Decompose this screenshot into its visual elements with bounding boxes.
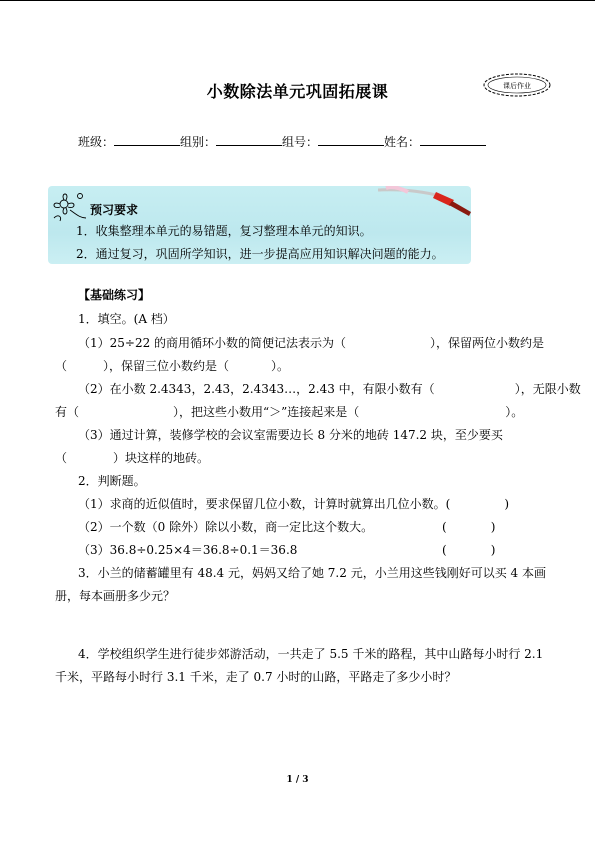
q1-part2-text-b: ），无限小数 xyxy=(514,382,581,396)
group-field[interactable] xyxy=(216,133,282,146)
q1-heading: 1．填空。(A 档） xyxy=(78,312,175,326)
q1-part2-text-a: （2）在小数 2.4343，2.43，2.4343…，2.43 中，有限小数有（ xyxy=(78,382,435,396)
q1-part2-line2 xyxy=(55,405,523,419)
group-no-field[interactable] xyxy=(318,133,384,146)
preview-requirements-box xyxy=(48,186,471,264)
group-no-label: 组号： xyxy=(282,135,319,149)
section-title: 【基础练习】 xyxy=(78,288,151,302)
q2-answer-3-open: ( xyxy=(442,543,447,557)
page-title: 小数除法单元巩固拓展课 xyxy=(206,82,389,101)
preview-item-2: 2．通过复习，巩固所学知识，进一步提高应用知识解决问题的能力。 xyxy=(76,247,444,261)
q2-statement-1-close: ) xyxy=(504,497,510,511)
q1-part1-text-e: ）。 xyxy=(271,359,290,373)
q1-part3-text-c: ）块这样的地砖。 xyxy=(113,451,210,465)
q2-answer-2-close: ) xyxy=(490,520,496,534)
top-rule xyxy=(0,0,595,1)
q3-line-1: 3．小兰的储蓄罐里有 48.4 元，妈妈又给了她 7.2 元，小兰用这些钱刚好可以买 4 本画 xyxy=(78,566,546,580)
q2-statement-3: （3）36.8÷0.25×4＝36.8÷0.1＝36.8 xyxy=(78,543,298,557)
q2-answer-2-open: ( xyxy=(442,520,447,534)
q1-part1-text-d: ），保留三位小数约是（ xyxy=(103,359,230,373)
q1-part1-text-b: ），保留两位小数约是 xyxy=(430,336,545,350)
paintbrush-icon xyxy=(378,186,471,220)
q1-part3-line2 xyxy=(55,451,209,465)
q1-part1-line1 xyxy=(78,336,544,350)
q1-part2-line1 xyxy=(78,382,581,396)
q1-part1-text-c: （ xyxy=(55,359,68,373)
q2-answer-3[interactable] xyxy=(442,543,495,557)
group-label: 组别： xyxy=(180,135,217,149)
class-label: 班级： xyxy=(78,135,115,149)
q2-statement-1 xyxy=(78,497,509,511)
q2-answer-3-close: ) xyxy=(490,543,496,557)
q1-part3-line1: （3）通过计算，装修学校的会议室需要边长 8 分米的地砖 147.2 块，至少要买 xyxy=(78,428,503,442)
q2-answer-2[interactable] xyxy=(442,520,495,534)
q1-part2-text-e: ）。 xyxy=(505,405,524,419)
preview-heading: 预习要求 xyxy=(90,203,139,217)
q2-heading: 2．判断题。 xyxy=(78,474,146,488)
q1-part2-text-c: 有（ xyxy=(55,405,80,419)
name-label: 姓名： xyxy=(384,135,421,149)
q1-part1-text-a: （1）25÷22 的商用循环小数的简便记法表示为（ xyxy=(78,336,347,350)
name-field[interactable] xyxy=(420,133,486,146)
q1-part1-line2 xyxy=(55,359,289,373)
q2-statement-2: （2）一个数（0 除外）除以小数，商一定比这个数大。 xyxy=(78,520,374,534)
q1-part2-text-d: ），把这些小数用“＞”连接起来是（ xyxy=(173,405,360,419)
class-field[interactable] xyxy=(114,133,180,146)
q4-line-1: 4．学校组织学生进行徒步郊游活动，一共走了 5.5 千米的路程，其中山路每小时行 2.1 xyxy=(78,647,544,661)
q4-line-2: 千米，平路每小时行 3.1 千米，走了 0.7 小时的山路，平路走了多少小时？ xyxy=(55,670,457,684)
flower-decoration-icon xyxy=(50,188,90,224)
stamp-label: 课后作业 xyxy=(503,82,531,90)
page-number: 1 / 3 xyxy=(286,775,309,785)
q1-part3-text-b: （ xyxy=(55,451,68,465)
q2-statement-1-text: （1）求商的近似值时，要求保留几位小数，计算时就算出几位小数。( xyxy=(78,497,451,511)
q3-line-2: 册，每本画册多少元？ xyxy=(55,589,176,603)
student-info-row xyxy=(78,133,486,150)
preview-item-1: 1．收集整理本单元的易错题，复习整理本单元的知识。 xyxy=(76,224,372,238)
homework-stamp xyxy=(481,71,553,99)
